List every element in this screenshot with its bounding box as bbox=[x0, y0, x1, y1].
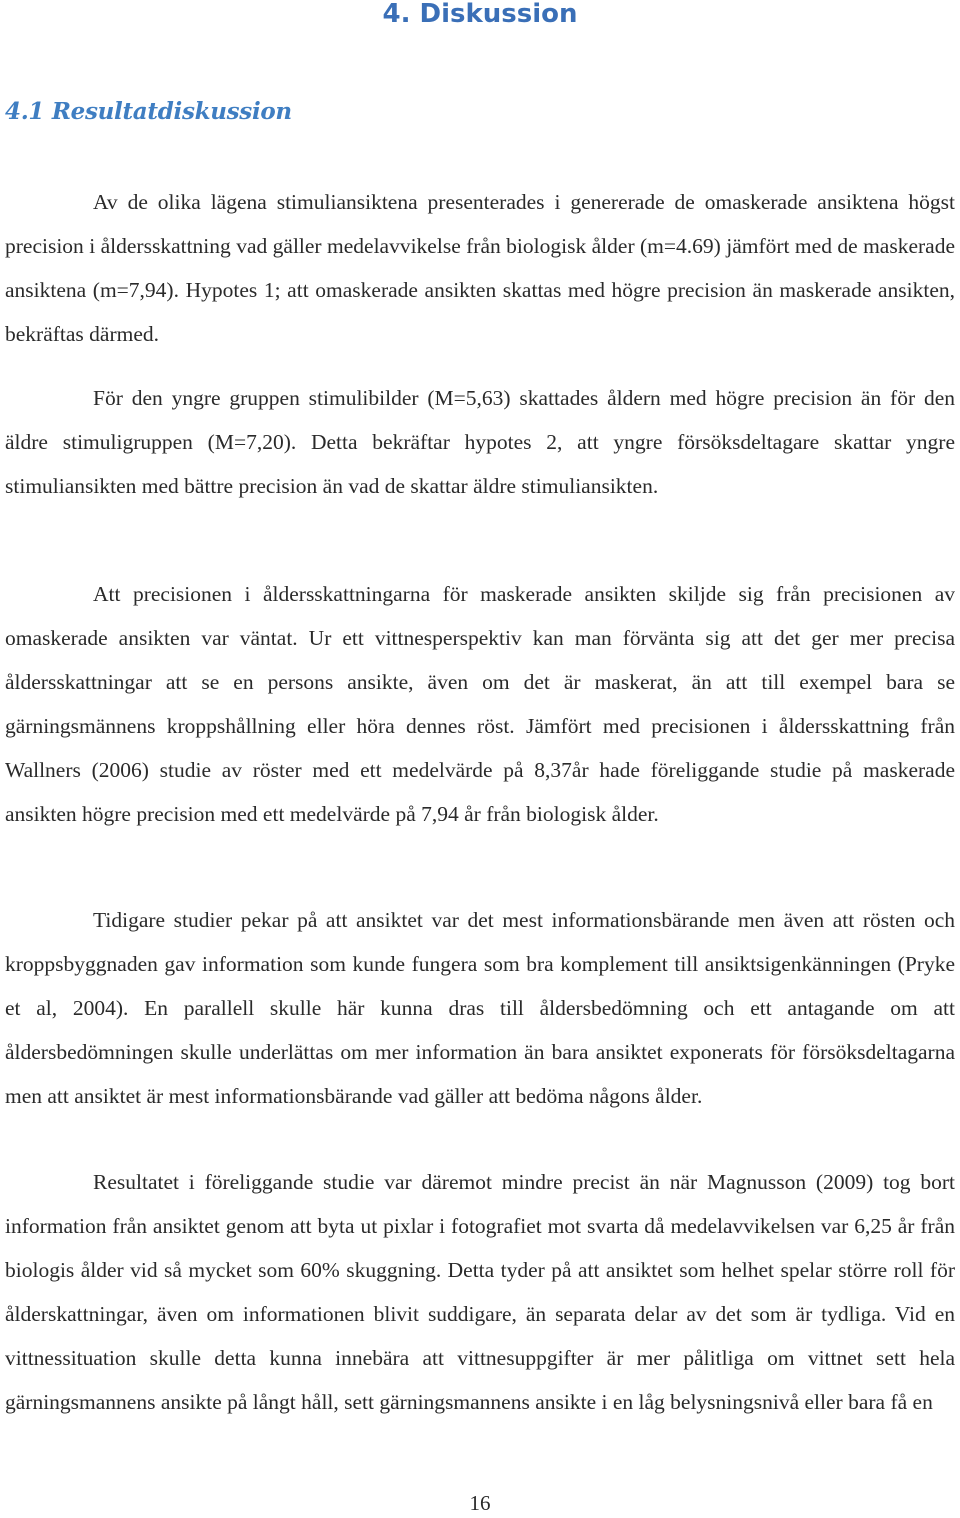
paragraph-block-1 bbox=[5, 180, 955, 356]
paragraph: Tidigare studier pekar på att ansiktet var det mest informationsbärande men även att rösten och kroppsbyggnaden gav information som kunde fungera som bra komplement till ansiktsigenkänningen (Pryke et al, 2004). En parallell skulle här kunna dras till åldersbedömning och ett antagande om att åldersbedömningen skulle underlättas om mer information än bara ansiktet exponerats för försöksdeltagarna men att ansiktet är mest informationsbärande vad gäller att bedöma någons ålder. bbox=[5, 908, 955, 1108]
chapter-heading: 4. Diskussion bbox=[382, 0, 578, 29]
paragraph-block-3 bbox=[5, 572, 955, 836]
paragraph: Resultatet i föreliggande studie var däremot mindre precist än när Magnusson (2009) tog bort information från ansiktet genom att byta ut pixlar i fotografiet mot svarta då medelavvikelsen var 6,25 år från biologis ålder vid så mycket som 60% skuggning. Detta tyder på att ansiktet som helhet spelar större roll för ålderskattningar, även om informationen blivit suddigare, än separata delar av det som är tydliga. Vid en vittnessituation skulle detta kunna innebära att vittnesuppgifter är mer pålitliga om vittnet sett hela gärningsmannens ansikte på långt håll, sett gärningsmannens ansikte i en låg belysningsnivå eller bara få en bbox=[5, 1170, 955, 1414]
page-number: 16 bbox=[469, 1491, 491, 1515]
section-heading: 4.1 Resultatdiskussion bbox=[5, 98, 292, 125]
paragraph-block-4 bbox=[5, 898, 955, 1118]
paragraph: För den yngre gruppen stimulibilder (M=5,63) skattades åldern med högre precision än för den äldre stimuligruppen (M=7,20). Detta bekräftar hypotes 2, att yngre försöksdeltagare skattar yngre stimuliansikten med bättre precision än vad de skattar äldre stimuliansikten. bbox=[5, 386, 955, 498]
paragraph: Av de olika lägena stimuliansiktena presenterades i genererade de omaskerade ansiktena högst precision i åldersskattning vad gäller medelavvikelse från biologisk ålder (m=4.69) jämfört med de maskerade ansiktena (m=7,94). Hypotes 1; att omaskerade ansikten skattas med högre precision än maskerade ansikten, bekräftas därmed. bbox=[5, 190, 955, 346]
paragraph-block-5 bbox=[5, 1160, 955, 1424]
paragraph-block-2 bbox=[5, 376, 955, 508]
paragraph: Att precisionen i åldersskattningarna för maskerade ansikten skiljde sig från precisionen av omaskerade ansikten var väntat. Ur ett vittnesperspektiv kan man förvänta sig att det ger mer precisa åldersskattningar att se en persons ansikte, även om det är maskerat, än att till exempel bara se gärningsmännens kroppshållning eller höra dennes röst. Jämfört med precisionen i åldersskattning från Wallners (2006) studie av röster med ett medelvärde på 8,37år hade föreliggande studie på maskerade ansikten högre precision med ett medelvärde på 7,94 år från biologisk ålder. bbox=[5, 582, 955, 826]
